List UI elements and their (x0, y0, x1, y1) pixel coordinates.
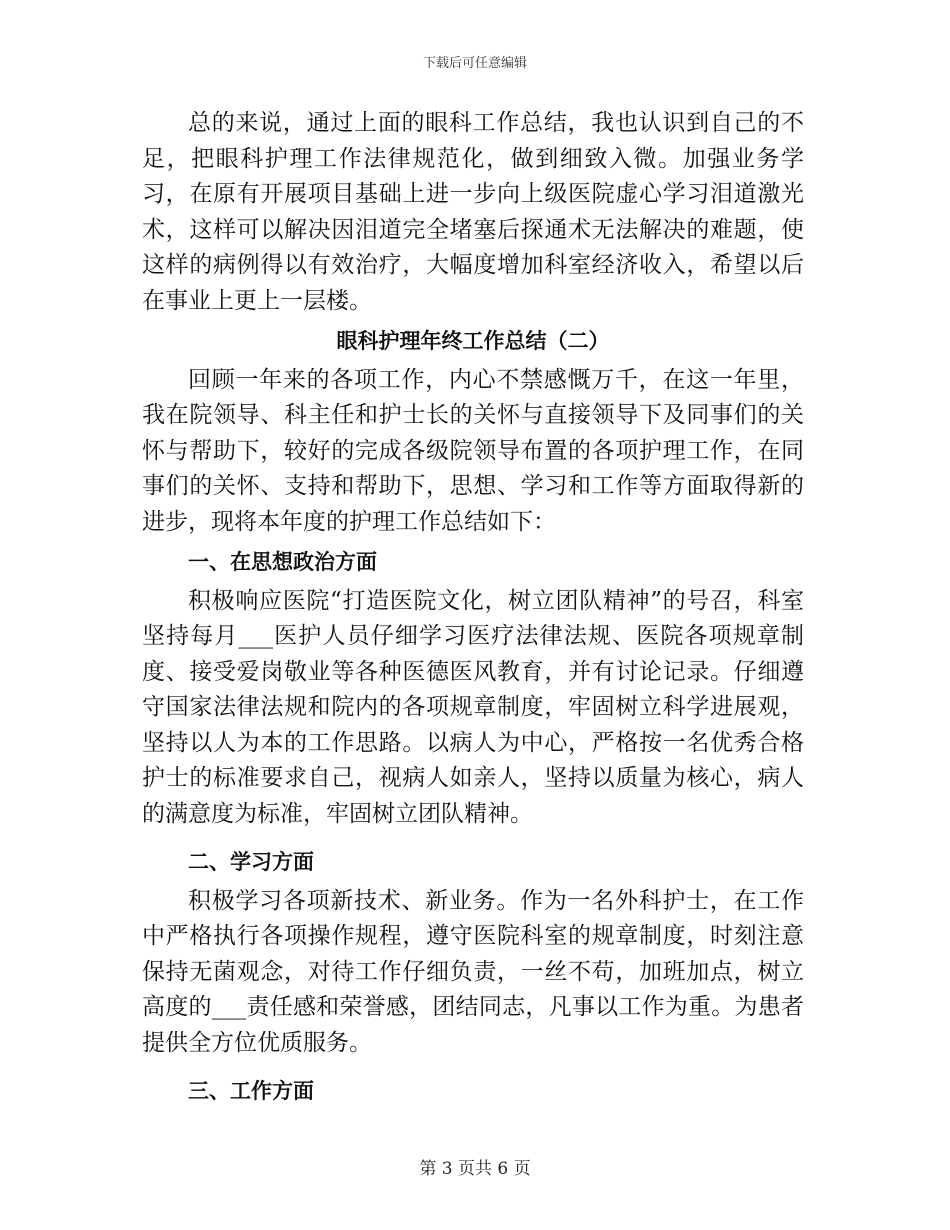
paragraph-summary: 总的来说，通过上面的眼科工作总结，我也认识到自己的不足，把眼科护理工作法律规范化，做到细致入微。加强业务学习，在原有开展项目基础上进一步向上级医院虚心学习泪道激光术，这样可以解决因泪道完全堵塞后探通术无法解决的难题，使这样的病例得以有效治疗，大幅度增加科室经济收入，希望以后在事业上更上一层楼。 (142, 110, 804, 314)
paragraph-review: 回顾一年来的各项工作，内心不禁感慨万千，在这一年里，我在院领导、科主任和护士长的关怀与直接领导下及同事们的关怀与帮助下，较好的完成各级院领导布置的各项护理工作，在同事们的关怀、支持和帮助下，思想、学习和工作等方面取得新的进步，现将本年度的护理工作总结如下： (142, 366, 804, 535)
footer-suffix: 页 (513, 1159, 531, 1179)
page-footer (0, 1154, 950, 1179)
footer-prefix: 第 (419, 1159, 437, 1179)
footer-middle: 页共 (458, 1159, 492, 1179)
paragraph-ideology: 积极响应医院“打造医院文化，树立团队精神”的号召，科室坚持每月___医护人员仔细学习医疗法律法规、医院各项规章制度、接受爱岗敬业等各种医德医风教育，并有讨论记录。仔细遵守国家法律法规和院内的各项规章制度，牢固树立科学进展观，坚持以人为本的工作思路。以病人为中心，严格按一名优秀合格护士的标准要求自己，视病人如亲人，坚持以质量为核心，病人的满意度为标准，牢固树立团队精神。 (142, 587, 804, 827)
header-note: 下载后可任意编辑 (422, 56, 527, 71)
heading-ideology: 一、在思想政治方面 (188, 549, 377, 574)
paragraph-study: 积极学习各项新技术、新业务。作为一名外科护士，在工作中严格执行各项操作规程，遵守医院科室的规章制度，时刻注意保持无菌观念，对待工作仔细负责，一丝不苟，加班加点，树立高度的___责任感和荣誉感，团结同志，凡事以工作为重。为患者提供全方位优质服务。 (142, 887, 804, 1056)
heading-work: 三、工作方面 (188, 1078, 314, 1103)
footer-total-pages: 6 (497, 1159, 509, 1179)
footer-current-page: 3 (441, 1159, 453, 1179)
heading-study: 二、学习方面 (188, 849, 314, 874)
document-body (142, 106, 804, 1109)
section-title: 眼科护理年终工作总结（二） (336, 328, 610, 353)
